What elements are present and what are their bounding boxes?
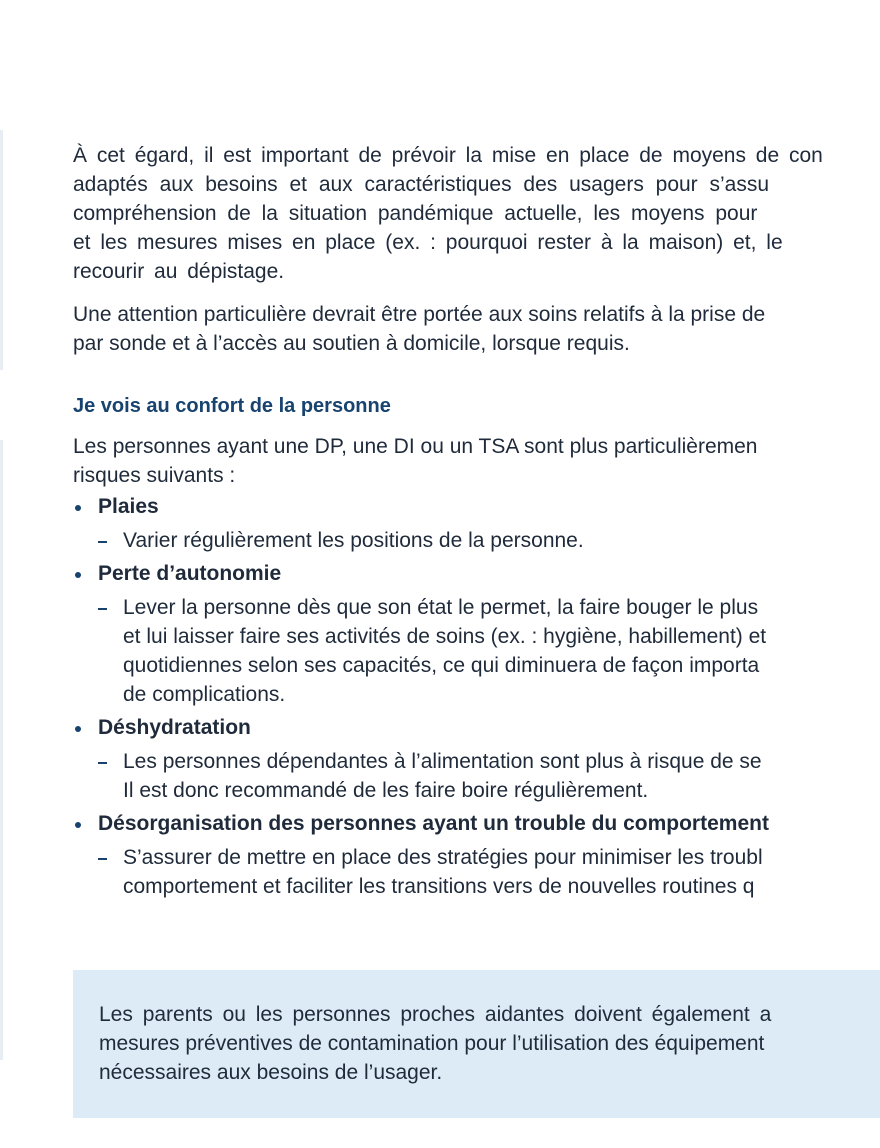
dash-icon	[98, 608, 107, 610]
risk-item-detail	[98, 747, 880, 805]
intro-line: Les personnes ayant une DP, une DI ou un TSA sont plus particulièremen	[73, 435, 758, 458]
callout-line: Les parents ou les personnes proches aidantes doivent également a	[99, 1003, 772, 1026]
paragraph-line: recourir au dépistage.	[73, 260, 285, 283]
section-heading: Je vois au confort de la personne	[73, 395, 391, 417]
paragraph-care-attention	[73, 300, 880, 358]
paragraph-line: et les mesures mises en place (ex. : pourquoi rester à la maison) et, le	[73, 231, 783, 254]
risk-item-label: Perte d’autonomie	[98, 562, 282, 585]
detail-line: Les personnes dépendantes à l’alimentation sont plus à risque de se	[123, 750, 762, 773]
dash-icon	[98, 541, 107, 543]
page-edge-mark	[0, 440, 3, 1060]
bullet-icon	[75, 726, 81, 732]
main-content	[73, 141, 880, 903]
paragraph-communication	[73, 141, 880, 286]
risk-item-detail	[98, 526, 880, 555]
risk-item-label: Désorganisation des personnes ayant un trouble du comportement	[98, 812, 769, 835]
detail-line: quotidiennes selon ses capacités, ce qui diminuera de façon importa	[123, 654, 760, 677]
callout-box	[73, 970, 880, 1118]
risk-item-detail	[98, 593, 880, 709]
paragraph-line: adaptés aux besoins et aux caractéristiques des usagers pour s’assu	[73, 173, 770, 196]
page-edge-mark	[0, 130, 3, 370]
intro-line: risques suivants :	[73, 464, 236, 487]
section-intro	[73, 432, 880, 490]
detail-line: et lui laisser faire ses activités de soins (ex. : hygiène, habillement) et	[123, 625, 767, 648]
bullet-icon	[75, 505, 81, 511]
risk-item-plaies	[73, 490, 880, 555]
callout-line: nécessaires aux besoins de l’usager.	[99, 1061, 443, 1084]
risk-item-label: Plaies	[98, 495, 159, 518]
detail-line: Varier régulièrement les positions de la personne.	[123, 529, 584, 552]
paragraph-line: À cet égard, il est important de prévoir la mise en place de moyens de con	[73, 144, 823, 167]
risk-item-desorganisation	[73, 807, 880, 901]
dash-icon	[98, 762, 107, 764]
risk-item-label: Déshydratation	[98, 716, 251, 739]
callout-text	[99, 1000, 771, 1087]
callout-line: mesures préventives de contamination pour l’utilisation des équipement	[99, 1032, 765, 1055]
risk-item-deshydratation	[73, 711, 880, 805]
detail-line: comportement et faciliter les transitions vers de nouvelles routines q	[123, 875, 755, 898]
bullet-icon	[75, 572, 81, 578]
paragraph-line: compréhension de la situation pandémique actuelle, les moyens pour	[73, 202, 758, 225]
detail-line: Lever la personne dès que son état le permet, la faire bouger le plus	[123, 596, 759, 619]
detail-line: de complications.	[123, 683, 286, 706]
bullet-icon	[75, 822, 81, 828]
dash-icon	[98, 858, 107, 860]
paragraph-line: Une attention particulière devrait être portée aux soins relatifs à la prise de	[73, 303, 766, 326]
risk-list	[73, 490, 880, 901]
paragraph-line: par sonde et à l’accès au soutien à domicile, lorsque requis.	[73, 332, 630, 355]
detail-line: S’assurer de mettre en place des stratégies pour minimiser les troubl	[123, 846, 763, 869]
detail-line: Il est donc recommandé de les faire boire régulièrement.	[123, 779, 649, 802]
risk-item-perte-autonomie	[73, 557, 880, 709]
risk-item-detail	[98, 843, 880, 901]
